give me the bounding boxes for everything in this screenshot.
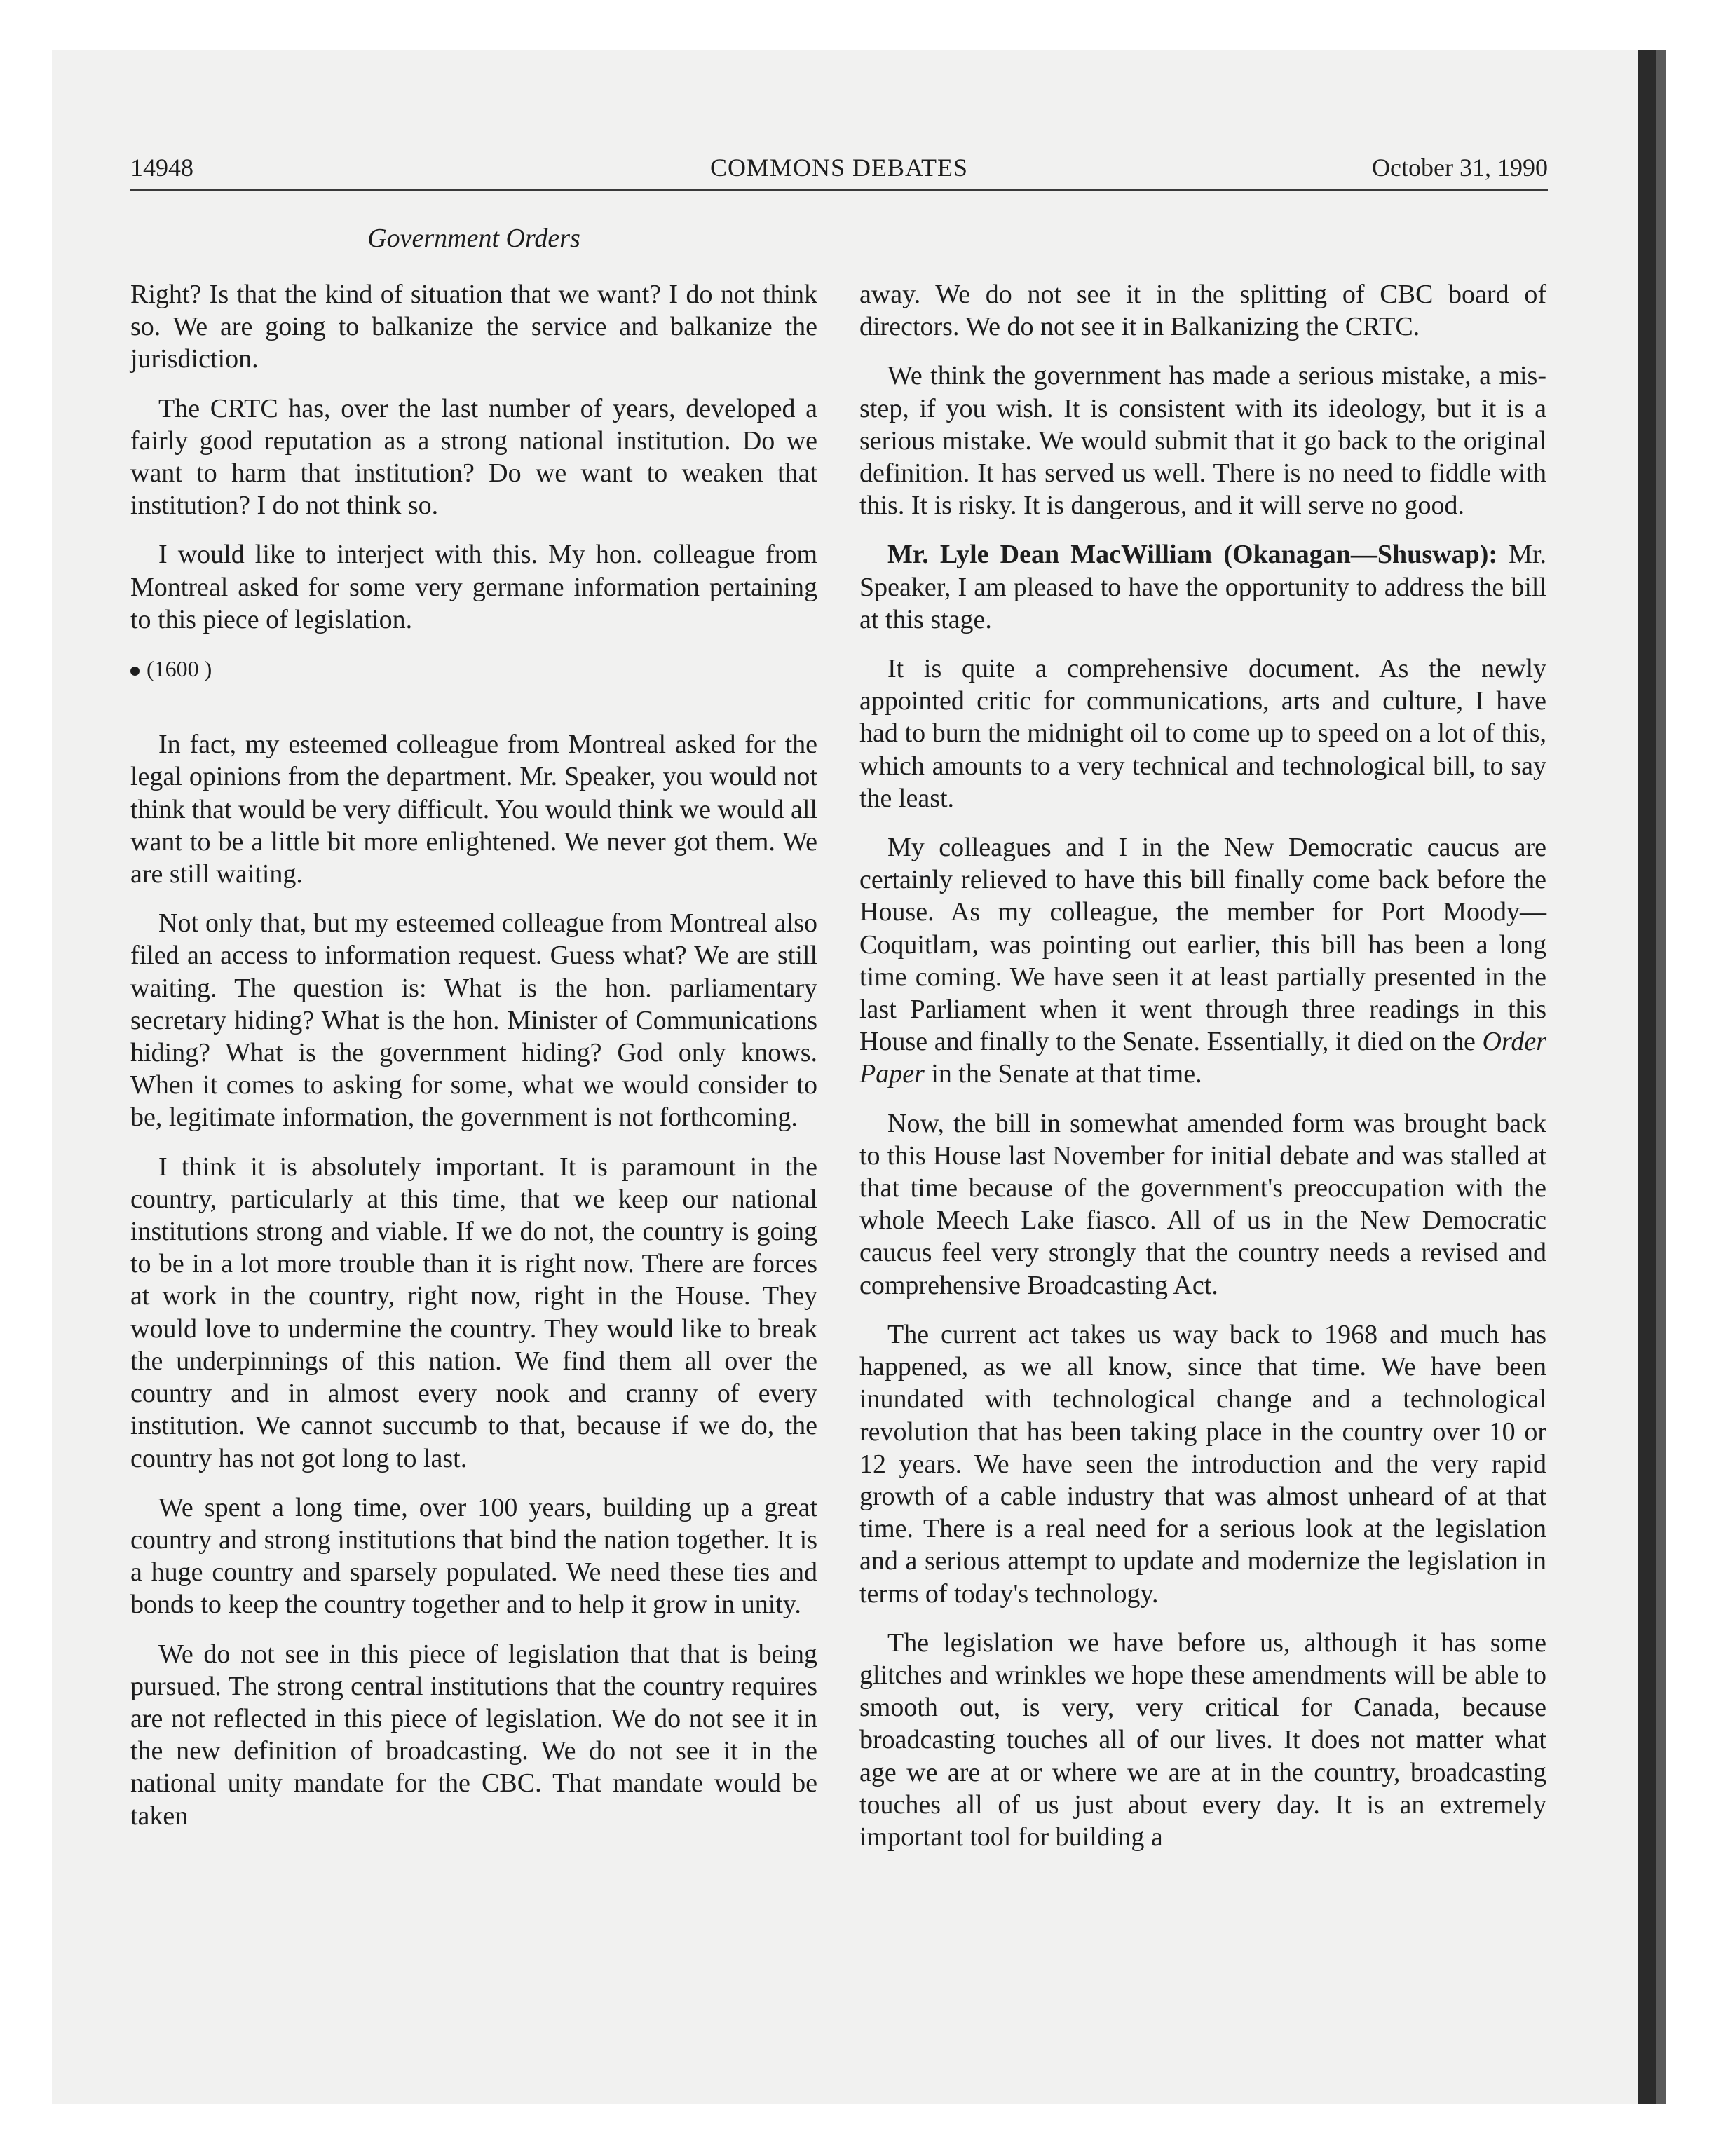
paragraph: The legislation we have before us, although it has some glitches and wrinkles we hope these amendments will be able to smooth out, is very, very critical for Canada, because broadcasting touches all of our lives. It does not matter what age we are at or where we are at in the country, broadcasting touches all of us just about every day. It is an extremely important tool for building a	[859, 1628, 1546, 1852]
paragraph: The current act takes us way back to 1968 and much has happened, as we all know, since that time. We have been inundated with technological change and a technological revolution that has been taking place in the country over 10 or 12 years. We have seen the introduction and the very rapid growth of a cable industry that was almost unheard of at that time. There is a real need for a serious look at the legislation and a serious attempt to update and modernize the legislation in terms of today's technology.	[859, 1319, 1546, 1609]
publication-date: October 31, 1990	[1372, 153, 1548, 182]
page-header	[130, 153, 1548, 195]
paragraph: It is quite a comprehensive document. As the newly appointed critic for communications, arts and culture, I have had to burn the midnight oil to come up to speed on a lot of this, which amounts to a very technical and technological bill, to say the least.	[859, 654, 1546, 813]
paragraph: In fact, my esteemed colleague from Montreal asked for the legal opinions from the department. Mr. Speaker, you would not think that would be very difficult. You would think we would all want to be a little bit more enlightened. We never got them. We are still waiting.	[130, 730, 817, 889]
paragraph: I would like to interject with this. My hon. colleague from Montreal asked for some very germane information pertaining to this piece of legislation.	[130, 540, 817, 634]
paragraph-text: My colleagues and I in the New Democratic caucus are certainly relieved to have this bill finally come back before the House. As my colleague, the member for Port Moody—Coquitlam, was pointing out earlier, this bill has been a long time coming. We have seen it at least partially presented in the last Parliament when it went through three readings in this House and finally to the Senate. Essentially, it died on the	[859, 833, 1546, 1057]
right-column	[859, 278, 1546, 1870]
paragraph: We think the government has made a serious mistake, a mis-step, if you wish. It is consistent with its ideology, but it is a serious mistake. We would submit that it go back to the original definition. It has served us well. There is no need to fiddle with this. It is risky. It is dangerous, and it will serve no good.	[859, 361, 1546, 521]
time-marker-text: (1600 )	[147, 656, 212, 682]
left-column	[130, 278, 817, 1849]
header-rule	[130, 189, 1548, 191]
page-number: 14948	[130, 153, 193, 182]
speaker-text: Mr. Speaker, I am pleased to have the opportunity to address the bill at this stage.	[859, 540, 1546, 634]
paragraph: We do not see in this piece of legislation that that is being pursued. The strong central institutions that the country requires are not reflected in this piece of legislation. We do not see it in the new definition of broadcasting. We do not see it in the national unity mandate for the CBC. That mandate would be taken	[130, 1639, 817, 1831]
paragraph: Not only that, but my esteemed colleague from Montreal also filed an access to information request. Guess what? We are still waiting. The question is: What is the hon. parliamentary secretary hiding? What is the hon. Minister of Communications hiding? What is the government hiding? God only knows. When it comes to asking for some, what we would consider to be, legitimate information, the government is not forthcoming.	[130, 908, 817, 1133]
paragraph: Now, the bill in somewhat amended form was brought back to this House last November for initial debate and was stalled at that time because of the government's preoccupation with the whole Meech Lake fiasco. All of us in the New Democratic caucus feel very strongly that the country needs a revised and comprehensive Broadcasting Act.	[859, 1108, 1546, 1300]
paragraph: The CRTC has, over the last number of years, developed a fairly good reputation as a strong national institution. Do we want to harm that institution? Do we want to weaken that institution? I do not think so.	[130, 393, 817, 521]
scan-binding-edge	[1638, 50, 1666, 2104]
paragraph-text: in the Senate at that time.	[924, 1059, 1202, 1089]
publication-title: COMMONS DEBATES	[709, 153, 969, 182]
order-paper-italic: Order Paper	[859, 1027, 1546, 1089]
paragraph: We spent a long time, over 100 years, building up a great country and strong institutions that bind the nation together. It is a huge country and sparsely populated. We need these ties and bonds to keep the country together and to help it grow in unity.	[130, 1492, 817, 1620]
section-title: Government Orders	[367, 224, 580, 253]
bullet-icon	[130, 667, 140, 676]
time-marker	[130, 653, 817, 685]
speaker-name: Mr. Lyle Dean MacWilliam (Okanagan—Shuswap):	[887, 540, 1498, 570]
paragraph: I think it is absolutely important. It is paramount in the country, particularly at this time, that we keep our national institutions strong and viable. If we do not, the country is going to be in a lot more trouble than it is right now. There are forces at work in the country, right now, right in the House. They would love to undermine the country. They would like to break the underpinnings of this nation. We find them all over the country and in almost every nook and cranny of every institution. We cannot succumb to that, because if we do, the country has not got long to last.	[130, 1152, 817, 1473]
paragraph: away. We do not see it in the splitting of CBC board of directors. We do not see it in Balkanizing the CRTC.	[859, 280, 1546, 342]
paragraph	[859, 831, 1546, 1091]
paragraph: Right? Is that the kind of situation that we want? I do not think so. We are going to balkanize the service and balkanize the jurisdiction.	[130, 280, 817, 374]
speaker-paragraph	[859, 538, 1546, 636]
